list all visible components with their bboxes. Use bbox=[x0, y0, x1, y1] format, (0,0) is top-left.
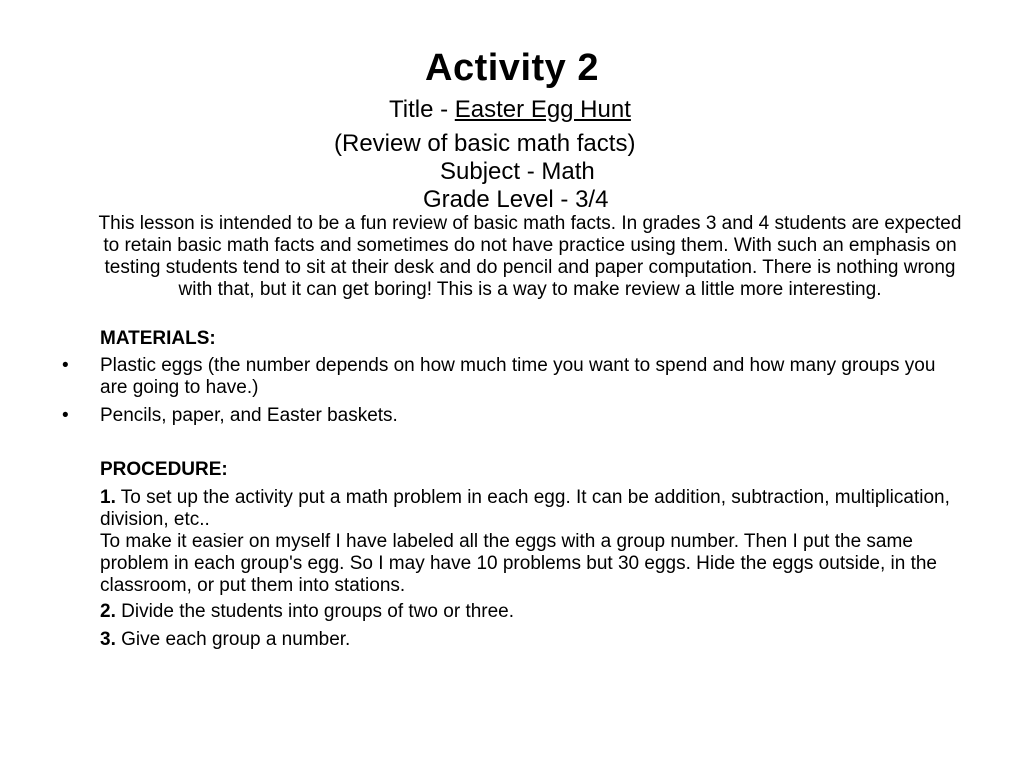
subject-line: Subject - Math bbox=[440, 158, 595, 185]
materials-item-text: Plastic eggs (the number depends on how much time you want to spend and how many groups you are going to have.) bbox=[100, 355, 936, 398]
activity-title-link: Easter Egg Hunt bbox=[454, 96, 631, 123]
activity-title-label: Title - bbox=[389, 96, 455, 123]
step-text: To set up the activity put a math problem in each egg. It can be addition, subtraction, multiplication, division, etc.. bbox=[100, 487, 950, 530]
step-extra-text: To make it easier on myself I have labeled all the eggs with a group number. Then I put the same problem in each group's egg. So I may have 10 problems but 30 eggs. Hide the eggs outside, in the classroom, or put them into stations. bbox=[100, 531, 937, 596]
materials-item-text: Pencils, paper, and Easter baskets. bbox=[100, 405, 398, 426]
procedure-heading: PROCEDURE: bbox=[100, 459, 228, 480]
materials-heading: MATERIALS: bbox=[100, 328, 216, 349]
slide-title: Activity 2 bbox=[425, 47, 599, 89]
step-number: 1. bbox=[100, 487, 116, 508]
procedure-step-1 bbox=[100, 487, 960, 597]
step-text: Give each group a number. bbox=[115, 629, 351, 650]
bullet-icon: • bbox=[62, 405, 69, 426]
intro-paragraph: This lesson is intended to be a fun review of basic math facts. In grades 3 and 4 students are expected to retain basic math facts and sometimes do not have practice using them. With such an emphasis on testing students tend to sit at their desk and do pencil and paper computation. There is nothing wrong with that, but it can get boring! This is a way to make review a little more interesting. bbox=[98, 213, 962, 300]
grade-level-line: Grade Level - 3/4 bbox=[423, 186, 609, 213]
procedure-step-2 bbox=[100, 601, 960, 623]
procedure-step-3 bbox=[100, 629, 960, 651]
step-text: Divide the students into groups of two or three. bbox=[115, 601, 515, 622]
review-line: (Review of basic math facts) bbox=[334, 130, 636, 157]
activity-title-line bbox=[389, 96, 631, 124]
step-number: 2. bbox=[100, 601, 116, 622]
step-number: 3. bbox=[100, 629, 116, 650]
bullet-icon: • bbox=[62, 355, 69, 376]
